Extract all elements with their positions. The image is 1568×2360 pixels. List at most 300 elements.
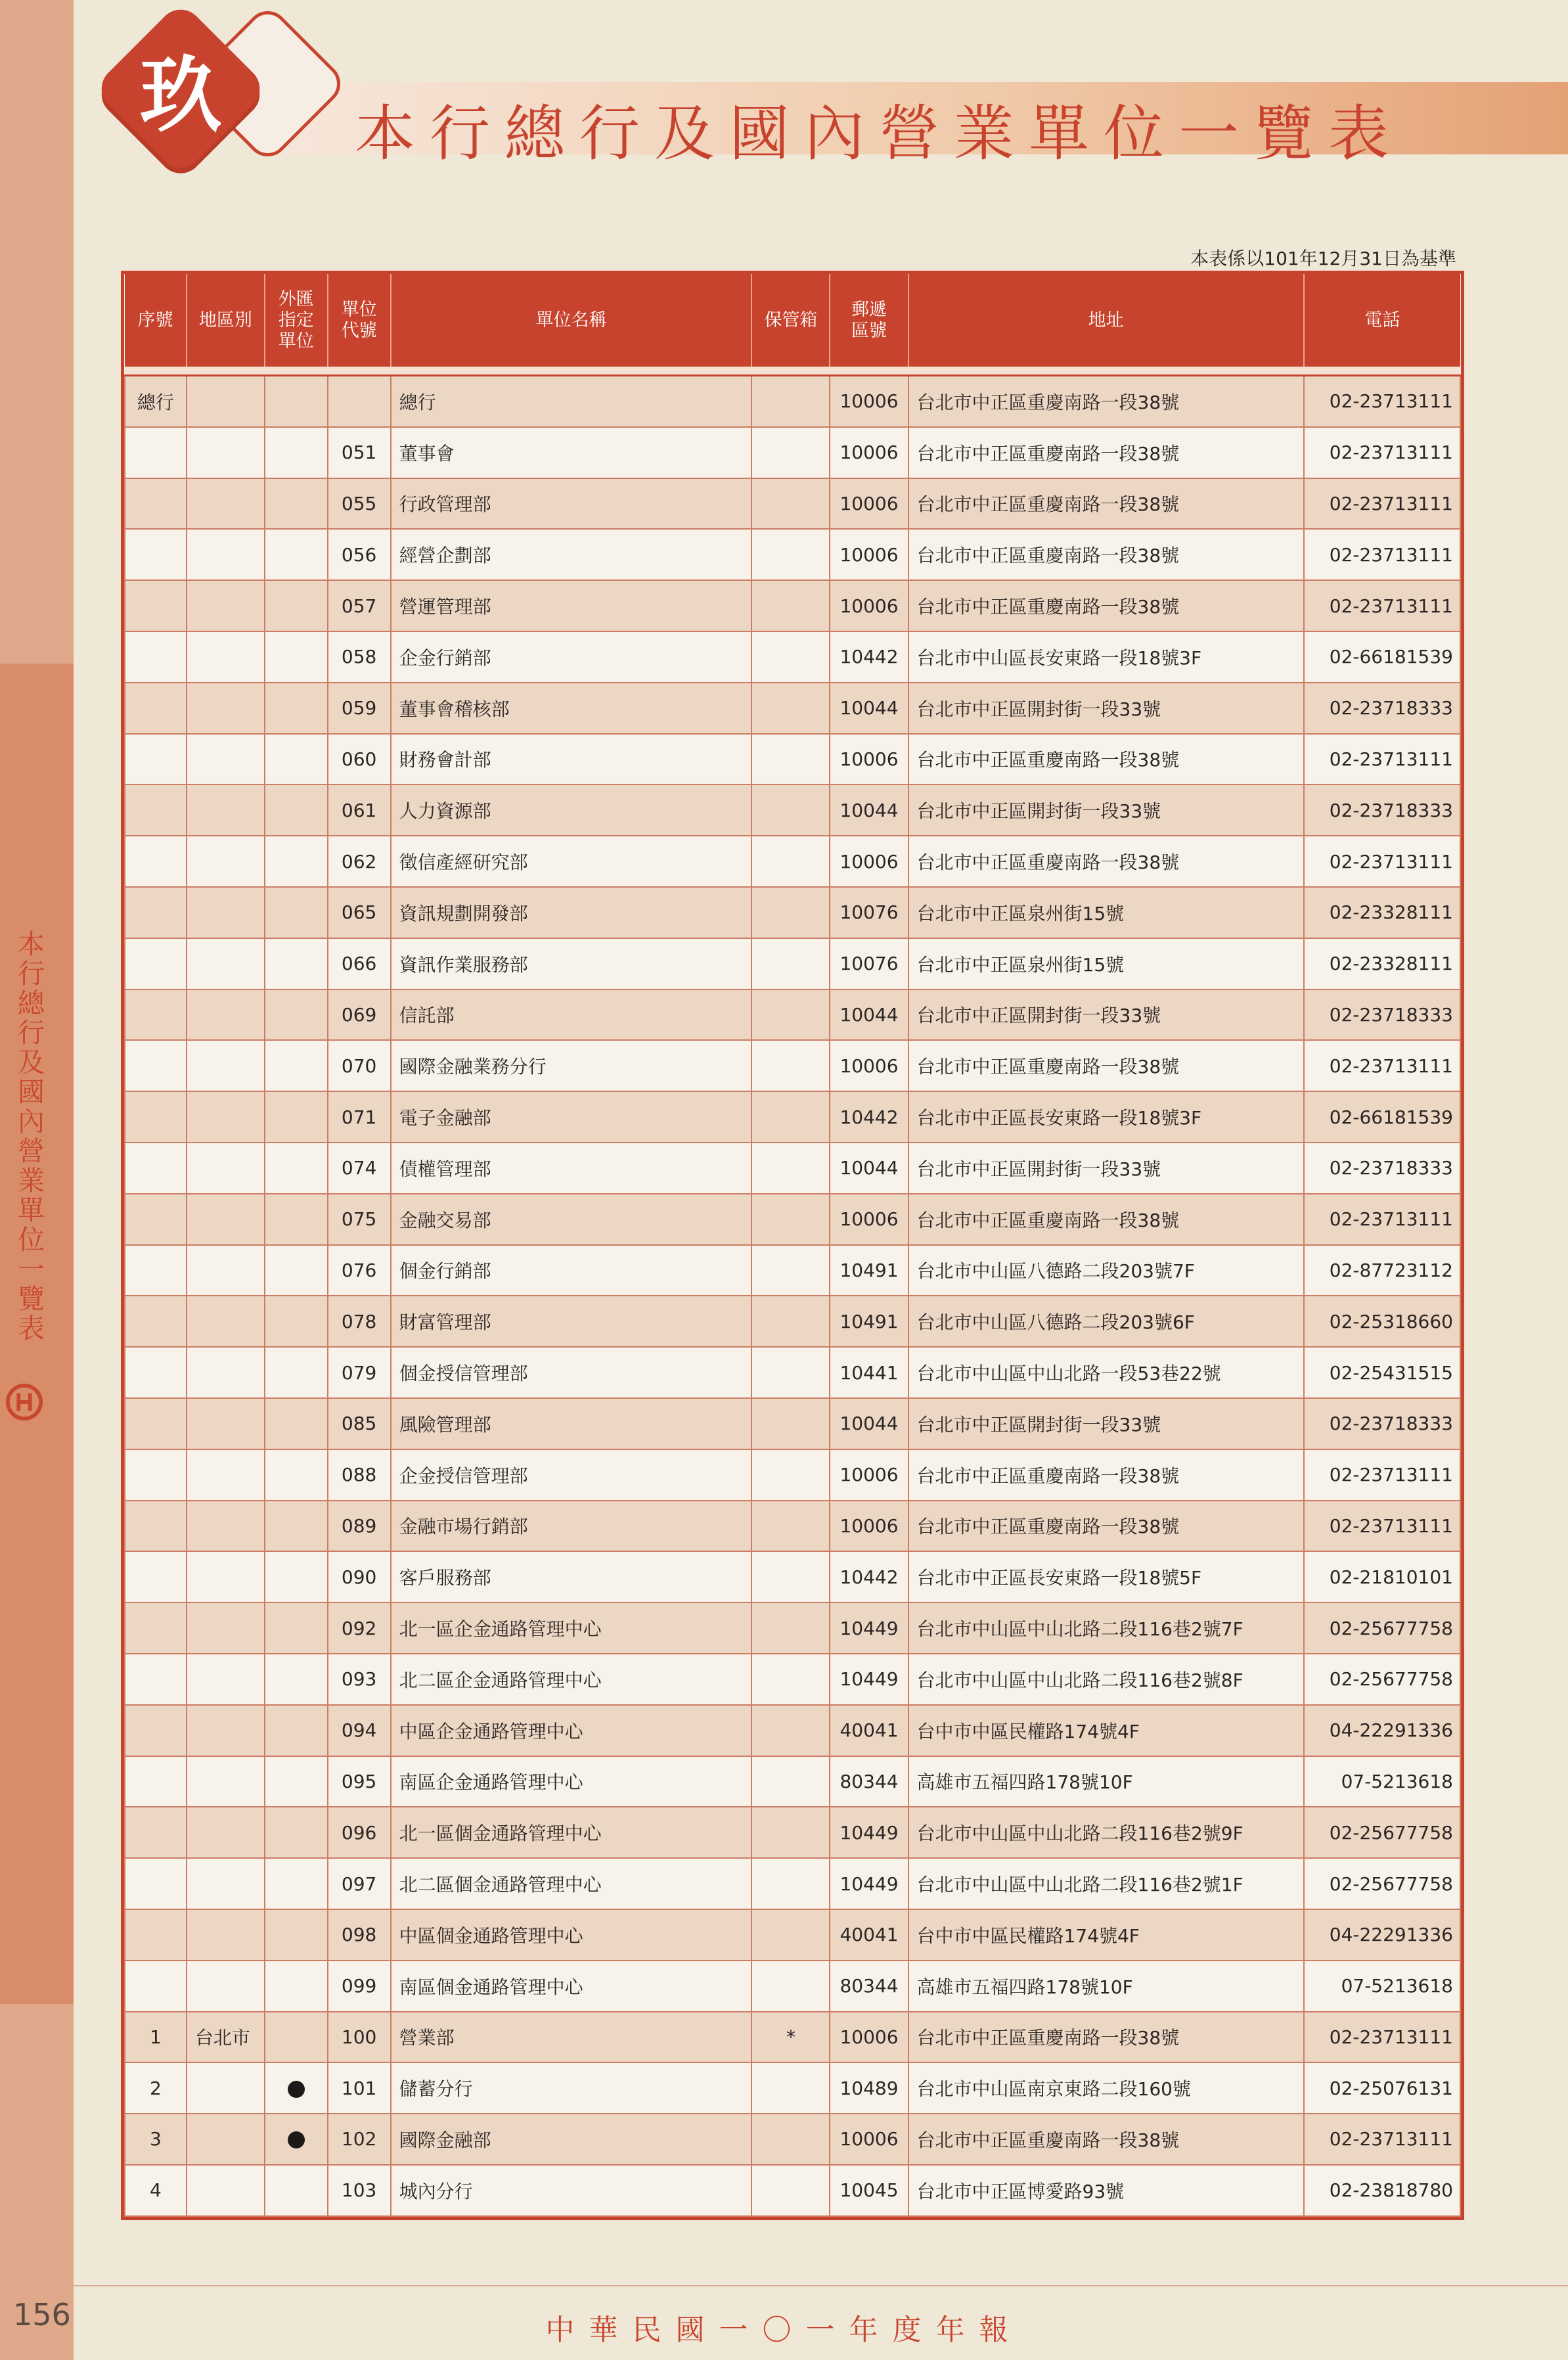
col-header-fx: 外匯 指定 單位 (265, 274, 328, 367)
cell-seq (125, 938, 187, 989)
cell-seq (125, 1602, 187, 1654)
cell-address: 台北市中正區重慶南路一段38號 (908, 836, 1304, 887)
cell-address: 台北市中正區開封街一段33號 (908, 683, 1304, 734)
cell-address: 台北市中正區開封街一段33號 (908, 784, 1304, 836)
cell-address: 台北市中正區開封街一段33號 (908, 1143, 1304, 1194)
table-row (125, 1807, 1460, 1858)
cell-safe (751, 1807, 830, 1858)
cell-fx (265, 1551, 328, 1602)
cell-name: 金融交易部 (391, 1194, 752, 1245)
cell-region (187, 1705, 265, 1756)
table-row (125, 1551, 1460, 1602)
cell-region (187, 734, 265, 785)
section-badge-char: 玖 (139, 48, 221, 143)
cell-zip: 10442 (830, 1091, 908, 1143)
cell-fx (265, 478, 328, 530)
table-row (125, 1296, 1460, 1347)
cell-zip: 10006 (830, 1194, 908, 1245)
cell-phone: 02-23713111 (1304, 734, 1460, 785)
cell-region (187, 478, 265, 530)
cell-region (187, 1909, 265, 1961)
cell-fx (265, 734, 328, 785)
cell-zip: 10449 (830, 1654, 908, 1705)
cell-seq: 4 (125, 2165, 187, 2216)
cell-seq (125, 478, 187, 530)
table-row (125, 529, 1460, 580)
cell-phone: 02-25677758 (1304, 1654, 1460, 1705)
cell-region (187, 784, 265, 836)
table-row (125, 376, 1460, 427)
cell-address: 台北市中正區開封街一段33號 (908, 989, 1304, 1041)
cell-safe (751, 1501, 830, 1552)
cell-phone: 02-25677758 (1304, 1602, 1460, 1654)
cell-address: 台北市中正區重慶南路一段38號 (908, 1040, 1304, 1091)
cell-code: 094 (328, 1705, 391, 1756)
cell-safe (751, 580, 830, 631)
cell-seq (125, 1705, 187, 1756)
table-row (125, 1449, 1460, 1501)
cell-safe (751, 1347, 830, 1398)
cell-phone: 02-23713111 (1304, 1501, 1460, 1552)
cell-phone: 02-23713111 (1304, 1449, 1460, 1501)
cell-seq (125, 1091, 187, 1143)
cell-safe (751, 2165, 830, 2216)
cell-phone: 02-23713111 (1304, 2012, 1460, 2063)
cell-phone: 02-25318660 (1304, 1296, 1460, 1347)
cell-fx (265, 1961, 328, 2012)
col-header-name: 單位名稱 (391, 274, 752, 367)
cell-safe (751, 1449, 830, 1501)
cell-seq (125, 1654, 187, 1705)
cell-code: 074 (328, 1143, 391, 1194)
cell-code: 075 (328, 1194, 391, 1245)
cell-name: 董事會稽核部 (391, 683, 752, 734)
table-row (125, 2062, 1460, 2114)
cell-phone: 02-25677758 (1304, 1807, 1460, 1858)
cell-phone: 02-21810101 (1304, 1551, 1460, 1602)
cell-fx (265, 989, 328, 1041)
cell-address: 台北市中山區八德路二段203號6F (908, 1296, 1304, 1347)
cell-fx (265, 580, 328, 631)
table-row (125, 1245, 1460, 1296)
col-header-region: 地區別 (187, 274, 265, 367)
cell-region (187, 427, 265, 478)
cell-fx (265, 1705, 328, 1756)
cell-name: 資訊規劃開發部 (391, 887, 752, 938)
cell-fx (265, 1194, 328, 1245)
cell-fx (265, 1449, 328, 1501)
cell-zip: 10442 (830, 631, 908, 683)
cell-seq (125, 1040, 187, 1091)
cell-safe (751, 938, 830, 989)
cell-address: 台北市中正區博愛路93號 (908, 2165, 1304, 2216)
table-row (125, 2165, 1460, 2216)
cell-name: 債權管理部 (391, 1143, 752, 1194)
cell-fx (265, 1091, 328, 1143)
cell-phone: 04-22291336 (1304, 1705, 1460, 1756)
cell-seq (125, 1756, 187, 1807)
cell-name: 北二區企金通路管理中心 (391, 1654, 752, 1705)
cell-code: 096 (328, 1807, 391, 1858)
cell-code: 101 (328, 2062, 391, 2114)
table-row (125, 1040, 1460, 1091)
cell-code: 060 (328, 734, 391, 785)
cell-region (187, 1501, 265, 1552)
cell-name: 行政管理部 (391, 478, 752, 530)
cell-address: 台北市中正區開封街一段33號 (908, 1398, 1304, 1449)
cell-region (187, 887, 265, 938)
cell-safe (751, 1602, 830, 1654)
cell-phone: 02-23713111 (1304, 529, 1460, 580)
cell-code: 061 (328, 784, 391, 836)
fx-designated-dot-icon (288, 2081, 305, 2098)
cell-name: 南區企金通路管理中心 (391, 1756, 752, 1807)
cell-address: 台北市中正區重慶南路一段38號 (908, 734, 1304, 785)
cell-fx (265, 683, 328, 734)
cell-name: 電子金融部 (391, 1091, 752, 1143)
cell-phone: 02-66181539 (1304, 1091, 1460, 1143)
cell-name: 企金行銷部 (391, 631, 752, 683)
cell-code: 062 (328, 836, 391, 887)
cell-code: 055 (328, 478, 391, 530)
table-row (125, 427, 1460, 478)
cell-phone: 02-23713111 (1304, 2114, 1460, 2165)
cell-fx (265, 1602, 328, 1654)
cell-phone: 02-23713111 (1304, 376, 1460, 427)
table-row (125, 734, 1460, 785)
cell-address: 台北市中正區長安東路一段18號3F (908, 1091, 1304, 1143)
cell-safe (751, 1296, 830, 1347)
page-title: 本行總行及國內營業單位一覽表 (355, 99, 1404, 169)
cell-fx (265, 938, 328, 989)
cell-region (187, 1961, 265, 2012)
cell-address: 台中市中區民權路174號4F (908, 1705, 1304, 1756)
cell-code: 093 (328, 1654, 391, 1705)
cell-phone: 02-23713111 (1304, 836, 1460, 887)
cell-code: 098 (328, 1909, 391, 1961)
table-row (125, 478, 1460, 530)
table-row (125, 1398, 1460, 1449)
cell-zip: 10449 (830, 1602, 908, 1654)
cell-zip: 10044 (830, 1398, 908, 1449)
cell-region (187, 529, 265, 580)
cell-code: 078 (328, 1296, 391, 1347)
cell-seq (125, 1194, 187, 1245)
cell-seq (125, 1961, 187, 2012)
cell-address: 台北市中正區重慶南路一段38號 (908, 2114, 1304, 2165)
cell-fx (265, 529, 328, 580)
cell-region (187, 1091, 265, 1143)
cell-safe (751, 478, 830, 530)
cell-name: 儲蓄分行 (391, 2062, 752, 2114)
cell-fx (265, 1296, 328, 1347)
table-row (125, 989, 1460, 1041)
cell-phone: 02-23713111 (1304, 1040, 1460, 1091)
cell-phone: 07-5213618 (1304, 1961, 1460, 2012)
cell-fx (265, 631, 328, 683)
col-header-safe: 保管箱 (751, 274, 830, 367)
cell-phone: 02-23718333 (1304, 1143, 1460, 1194)
cell-code: 065 (328, 887, 391, 938)
table-row (125, 1654, 1460, 1705)
cell-address: 台北市中山區中山北路一段53巷22號 (908, 1347, 1304, 1398)
cell-name: 財富管理部 (391, 1296, 752, 1347)
cell-zip: 10006 (830, 836, 908, 887)
cell-safe (751, 2062, 830, 2114)
cell-phone: 02-23718333 (1304, 989, 1460, 1041)
cell-zip: 40041 (830, 1705, 908, 1756)
header-separator (125, 367, 1460, 376)
cell-code: 100 (328, 2012, 391, 2063)
cell-safe (751, 784, 830, 836)
cell-address: 台北市中山區中山北路二段116巷2號7F (908, 1602, 1304, 1654)
cell-seq (125, 1551, 187, 1602)
side-section-title: 本行總行及國內營業單位一覽表 (13, 930, 45, 1344)
cell-seq (125, 887, 187, 938)
cell-fx (265, 1347, 328, 1398)
cell-code: 090 (328, 1551, 391, 1602)
cell-safe: * (751, 2012, 830, 2063)
cell-fx (265, 1501, 328, 1552)
table-row (125, 1501, 1460, 1552)
cell-name: 中區企金通路管理中心 (391, 1705, 752, 1756)
cell-fx (265, 1654, 328, 1705)
cell-code: 057 (328, 580, 391, 631)
cell-seq (125, 1449, 187, 1501)
cell-safe (751, 1194, 830, 1245)
cell-safe (751, 1040, 830, 1091)
cell-seq (125, 1296, 187, 1347)
cell-code: 103 (328, 2165, 391, 2216)
cell-fx (265, 2114, 328, 2165)
cell-seq (125, 427, 187, 478)
cell-safe (751, 734, 830, 785)
cell-name: 南區個金通路管理中心 (391, 1961, 752, 2012)
cell-phone: 02-25677758 (1304, 1858, 1460, 1909)
table-row (125, 683, 1460, 734)
cell-region (187, 1654, 265, 1705)
cell-region (187, 1602, 265, 1654)
col-header-zip: 郵遞 區號 (830, 274, 908, 367)
cell-zip: 10006 (830, 376, 908, 427)
cell-fx (265, 1398, 328, 1449)
cell-safe (751, 989, 830, 1041)
cell-name: 北二區個金通路管理中心 (391, 1858, 752, 1909)
cell-zip: 10006 (830, 1501, 908, 1552)
cell-seq (125, 631, 187, 683)
cell-code: 069 (328, 989, 391, 1041)
cell-phone: 02-23718333 (1304, 683, 1460, 734)
cell-fx (265, 1245, 328, 1296)
cell-code: 088 (328, 1449, 391, 1501)
units-table (121, 271, 1464, 2220)
cell-fx (265, 2062, 328, 2114)
cell-zip: 10449 (830, 1807, 908, 1858)
cell-address: 台北市中山區中山北路二段116巷2號9F (908, 1807, 1304, 1858)
cell-code: 058 (328, 631, 391, 683)
table-row (125, 580, 1460, 631)
cell-code: 097 (328, 1858, 391, 1909)
cell-region (187, 938, 265, 989)
cell-safe (751, 836, 830, 887)
table-header-row (125, 274, 1460, 367)
cell-address: 台北市中山區八德路二段203號7F (908, 1245, 1304, 1296)
cell-name: 企金授信管理部 (391, 1449, 752, 1501)
cell-code: 079 (328, 1347, 391, 1398)
table-row (125, 1347, 1460, 1398)
cell-region: 台北市 (187, 2012, 265, 2063)
cell-address: 台北市中正區重慶南路一段38號 (908, 1449, 1304, 1501)
cell-code: 051 (328, 427, 391, 478)
cell-region (187, 1245, 265, 1296)
cell-seq (125, 734, 187, 785)
cell-code (328, 376, 391, 427)
cell-code: 070 (328, 1040, 391, 1091)
cell-phone: 02-23718333 (1304, 784, 1460, 836)
cell-safe (751, 529, 830, 580)
cell-name: 資訊作業服務部 (391, 938, 752, 989)
cell-phone: 02-23818780 (1304, 2165, 1460, 2216)
cell-safe (751, 1756, 830, 1807)
table-row (125, 784, 1460, 836)
cell-region (187, 683, 265, 734)
cell-code: 092 (328, 1602, 391, 1654)
cell-name: 財務會計部 (391, 734, 752, 785)
cell-address: 台中市中區民權路174號4F (908, 1909, 1304, 1961)
cell-region (187, 1194, 265, 1245)
cell-phone: 02-23328111 (1304, 938, 1460, 989)
basis-date-note: 本表係以101年12月31日為基準 (1190, 248, 1456, 269)
cell-zip: 10491 (830, 1245, 908, 1296)
cell-zip: 10006 (830, 1449, 908, 1501)
cell-fx (265, 887, 328, 938)
cell-code: 059 (328, 683, 391, 734)
cell-phone: 02-25431515 (1304, 1347, 1460, 1398)
fx-designated-dot-icon (288, 2131, 305, 2148)
cell-seq (125, 1143, 187, 1194)
cell-zip: 10076 (830, 887, 908, 938)
table-row (125, 1858, 1460, 1909)
table-row (125, 1091, 1460, 1143)
cell-fx (265, 1858, 328, 1909)
cell-seq (125, 1909, 187, 1961)
cell-region (187, 1807, 265, 1858)
table-row (125, 631, 1460, 683)
cell-phone: 02-23328111 (1304, 887, 1460, 938)
cell-region (187, 1296, 265, 1347)
cell-name: 客戶服務部 (391, 1551, 752, 1602)
cell-phone: 02-23713111 (1304, 478, 1460, 530)
cell-address: 台北市中山區中山北路二段116巷2號8F (908, 1654, 1304, 1705)
table-row (125, 1602, 1460, 1654)
cell-phone: 02-23713111 (1304, 1194, 1460, 1245)
cell-seq: 總行 (125, 376, 187, 427)
cell-name: 董事會 (391, 427, 752, 478)
table-row (125, 1909, 1460, 1961)
cell-region (187, 2062, 265, 2114)
cell-name: 人力資源部 (391, 784, 752, 836)
col-header-address: 地址 (908, 274, 1304, 367)
cell-name: 營運管理部 (391, 580, 752, 631)
table-row (125, 887, 1460, 938)
cell-code: 085 (328, 1398, 391, 1449)
table-row (125, 938, 1460, 989)
cell-zip: 10449 (830, 1858, 908, 1909)
cell-address: 台北市中正區重慶南路一段38號 (908, 478, 1304, 530)
cell-zip: 10441 (830, 1347, 908, 1398)
cell-fx (265, 836, 328, 887)
cell-zip: 10044 (830, 989, 908, 1041)
cell-name: 城內分行 (391, 2165, 752, 2216)
cell-region (187, 631, 265, 683)
cell-seq (125, 989, 187, 1041)
cell-name: 風險管理部 (391, 1398, 752, 1449)
cell-phone: 02-23713111 (1304, 427, 1460, 478)
cell-name: 國際金融業務分行 (391, 1040, 752, 1091)
cell-seq (125, 580, 187, 631)
cell-address: 台北市中正區重慶南路一段38號 (908, 580, 1304, 631)
cell-safe (751, 1961, 830, 2012)
cell-name: 國際金融部 (391, 2114, 752, 2165)
cell-zip: 10491 (830, 1296, 908, 1347)
cell-zip: 10006 (830, 529, 908, 580)
cell-region (187, 1398, 265, 1449)
cell-fx (265, 2012, 328, 2063)
bank-logo-icon (5, 1383, 43, 1421)
cell-phone: 02-23718333 (1304, 1398, 1460, 1449)
cell-seq (125, 1858, 187, 1909)
cell-fx (265, 1807, 328, 1858)
cell-phone: 02-23713111 (1304, 580, 1460, 631)
cell-safe (751, 1909, 830, 1961)
cell-code: 102 (328, 2114, 391, 2165)
table-row (125, 2114, 1460, 2165)
col-header-code: 單位 代號 (328, 274, 391, 367)
cell-name: 信託部 (391, 989, 752, 1041)
cell-address: 台北市中山區南京東路二段160號 (908, 2062, 1304, 2114)
cell-address: 台北市中山區長安東路一段18號3F (908, 631, 1304, 683)
cell-fx (265, 1909, 328, 1961)
cell-seq (125, 1398, 187, 1449)
cell-fx (265, 2165, 328, 2216)
cell-safe (751, 1654, 830, 1705)
cell-fx (265, 427, 328, 478)
cell-phone: 02-87723112 (1304, 1245, 1460, 1296)
table-row (125, 1961, 1460, 2012)
cell-zip: 10006 (830, 1040, 908, 1091)
cell-seq (125, 1347, 187, 1398)
cell-name: 個金授信管理部 (391, 1347, 752, 1398)
cell-name: 金融市場行銷部 (391, 1501, 752, 1552)
cell-name: 營業部 (391, 2012, 752, 2063)
col-header-seq: 序號 (125, 274, 187, 367)
cell-region (187, 1449, 265, 1501)
footer-title: 中華民國一〇一年度年報 (545, 2313, 1023, 2347)
cell-code: 076 (328, 1245, 391, 1296)
cell-safe (751, 631, 830, 683)
cell-zip: 10006 (830, 427, 908, 478)
cell-zip: 10442 (830, 1551, 908, 1602)
cell-name: 中區個金通路管理中心 (391, 1909, 752, 1961)
table-row (125, 1756, 1460, 1807)
cell-region (187, 1551, 265, 1602)
cell-address: 台北市中正區泉州街15號 (908, 938, 1304, 989)
cell-seq: 2 (125, 2062, 187, 2114)
cell-name: 總行 (391, 376, 752, 427)
table-row (125, 1705, 1460, 1756)
cell-safe (751, 887, 830, 938)
cell-code: 095 (328, 1756, 391, 1807)
